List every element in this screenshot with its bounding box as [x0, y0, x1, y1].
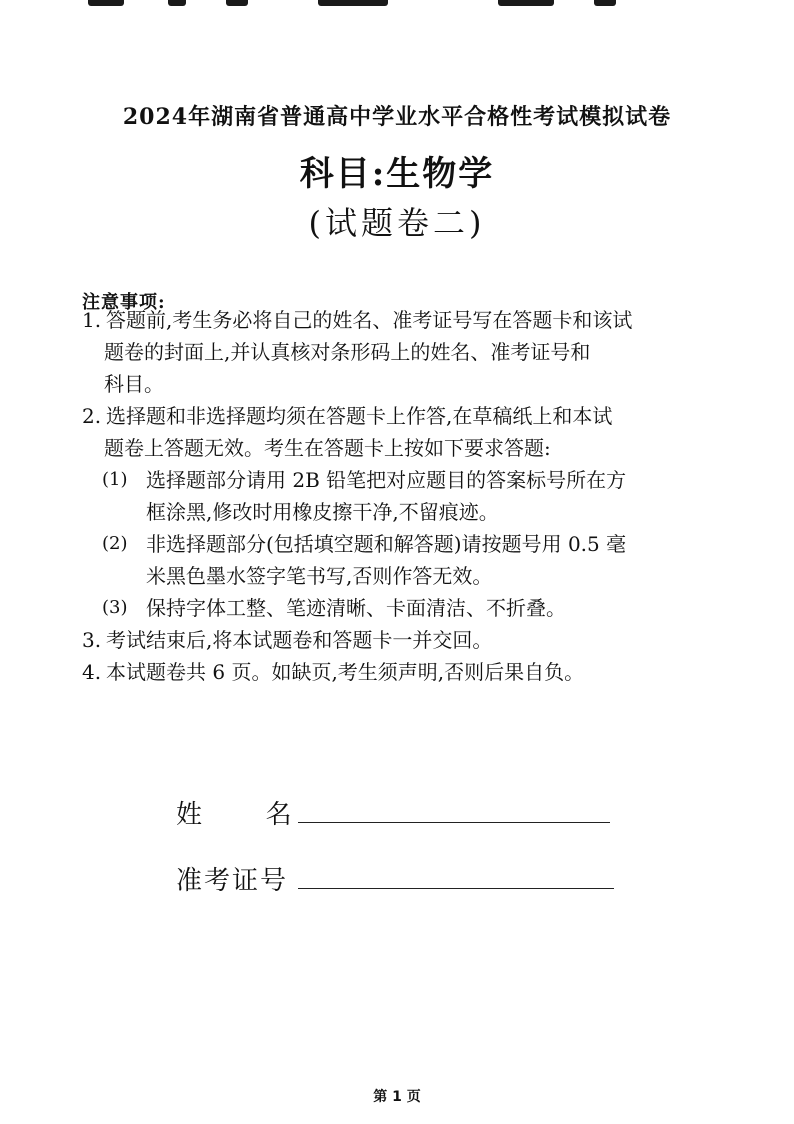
note-subitem-1 — [102, 464, 722, 528]
note-number: 3. — [82, 628, 102, 652]
note-line: 米黑色墨水签字笔书写,否则作答无效。 — [146, 564, 493, 588]
note-line: 答题前,考生务必将自己的姓名、准考证号写在答题卡和该试 — [106, 308, 633, 332]
note-line: 考试结束后,将本试题卷和答题卡一并交回。 — [106, 628, 493, 652]
note-line: 保持字体工整、笔迹清晰、卡面清洁、不折叠。 — [146, 596, 566, 620]
note-subitem-2 — [102, 528, 722, 592]
note-subitem-3 — [102, 592, 722, 624]
note-line: 题卷上答题无效。考生在答题卡上按如下要求答题: — [104, 436, 551, 460]
note-number: 2. — [82, 404, 102, 428]
name-field-blank[interactable] — [298, 822, 610, 823]
page-number: 第 1 页 — [373, 1089, 421, 1105]
notes-heading: 注意事项: — [82, 292, 166, 313]
note-line: 非选择题部分(包括填空题和解答题)请按题号用 0.5 毫 — [146, 532, 627, 556]
exam-title: 2024年湖南省普通高中学业水平合格性考试模拟试卷 — [122, 104, 672, 130]
note-item-3 — [82, 624, 722, 656]
subitem-number: (1) — [102, 469, 128, 490]
note-line: 框涂黑,修改时用橡皮擦干净,不留痕迹。 — [146, 500, 499, 524]
subitem-number: (2) — [102, 533, 128, 554]
subject-title: 科目:生物学 — [299, 154, 495, 194]
note-line: 选择题和非选择题均须在答题卡上作答,在草稿纸上和本试 — [106, 404, 613, 428]
scan-edge-marks — [0, 0, 794, 12]
note-line: 题卷的封面上,并认真核对条形码上的姓名、准考证号和 — [104, 340, 591, 364]
note-item-1 — [82, 304, 722, 400]
note-item-4 — [82, 656, 722, 688]
id-field-label: 准考证号 — [176, 866, 289, 896]
note-number: 1. — [82, 308, 102, 332]
notes-list — [82, 304, 722, 688]
note-line: 科目。 — [104, 372, 164, 396]
id-field-blank[interactable] — [298, 888, 614, 889]
note-number: 4. — [82, 660, 102, 684]
note-line: 选择题部分请用 2B 铅笔把对应题目的答案标号所在方 — [146, 468, 627, 492]
subitem-number: (3) — [102, 597, 128, 618]
paper-name: (试题卷二) — [308, 204, 486, 242]
name-field-label: 姓 名 — [176, 800, 294, 830]
note-item-2 — [82, 400, 722, 624]
note-line: 本试题卷共 6 页。如缺页,考生须声明,否则后果自负。 — [106, 660, 585, 684]
